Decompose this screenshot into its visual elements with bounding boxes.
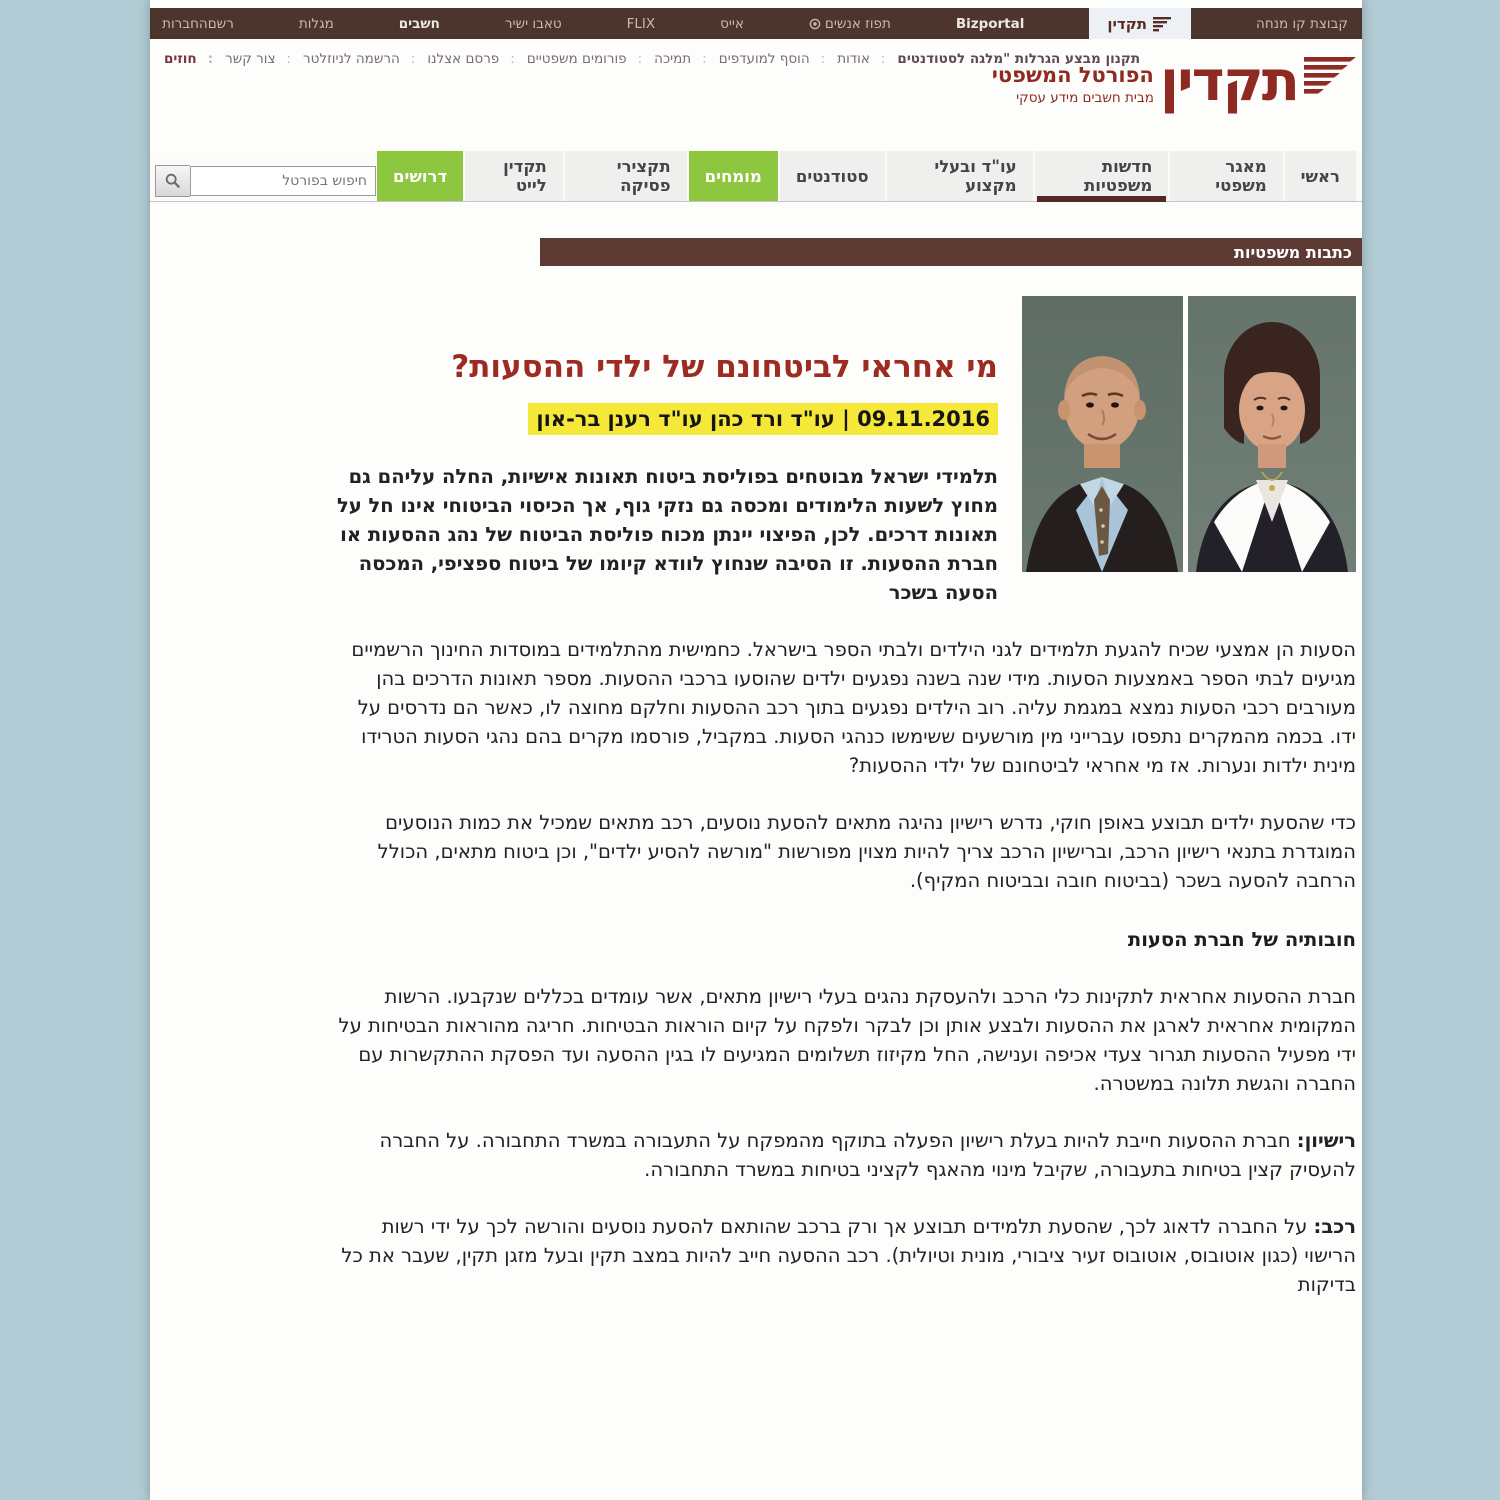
article-paragraph-2: הסעות הן אמצעי שכיח להגעת תלמידים לגני הילדים ולבתי הספר בישראל. כחמישית מהתלמידים במוסדות החינוך הרשמיים מגיעים לבתי הספר באמצעות הסעות. מידי שנה בשנה נפגעים ילדים שהוסעו ברכבי ההסעות. מספר תאונות הדרכים בהן מעורבים רכבי הסעות נמצא במגמת עליה. רוב הילדים נפגעים בתוך רכב ההסעות וחלקם מחוצה לו, כאשר הם נדרסים על ידו. בכמה מהמקרים נתפסו עברייני מין מורשעים ששימשו כנהגי הסעות. במקביל, פורסמו מקרים בהם נהגי הסעות הטרידו מינית ילדות ונערות. אז מי אחראי לביטחונם של ילדי ההסעות? (351, 637, 1356, 777)
topbar-site-flix[interactable]: FLIX (626, 15, 656, 32)
article-subheading: חובותיה של חברת הסעות (1127, 927, 1356, 951)
photo-raanan-bar-on (1022, 296, 1183, 572)
article-intro-paragraph: תלמידי ישראל מבוטחים בפוליסת ביטוח תאונות אישיות, החלה עליהם גם מחוץ לשעות הלימודים ומכסה גם נזקי גוף, אך הכיסוי הביטוחי אינו חל על תאונות דרכים. לכן, הפיצוי יינתן מכוח פוליסת הביטוח של נהג ההסעות או חברת ההסעות. זו הסיבה שנחוץ לוודא קיומו של ביטוח ספציפי, המכסה הסעה בשכר (336, 464, 998, 604)
topbar-site-tapuz[interactable] (809, 16, 891, 32)
topbar-site-tapuz-label: תפוז אנשים (824, 15, 891, 32)
tab-takdin-light[interactable]: תקדין לייט (465, 151, 563, 201)
topbar-site-hashavim[interactable]: חשבים (398, 15, 440, 32)
secnav-item-advertise[interactable]: : פרסם אצלנו (421, 51, 520, 67)
main-nav (150, 151, 1362, 202)
content-column (150, 0, 1362, 1500)
logo-tagline-primary: הפורטל המשפטי (991, 63, 1154, 87)
article-paragraph-3: כדי שהסעת ילדים תבוצע באופן חוקי, נדרש רישיון נהיגה מתאים להסעת נוסעים, רכב מתאים שמכיל את כמות הנוסעים המוגדרת בתנאי רישיון הרכב, וברישיון הרכב צריך להיות מצוין מפורשות "מורשה להסיע ילדים", וכן ביטוח מתאים, הכולל הרחבה להסעה בשכר (בביטוח חובה ובביטוח המקיף). (377, 810, 1356, 892)
secnav-item-contact[interactable]: : צור קשר (219, 51, 297, 67)
logo-taglines (992, 63, 1154, 106)
article-paragraph-vehicle (336, 1212, 1356, 1299)
logo-wordmark: תקדין (1159, 49, 1298, 114)
secnav-item-contracts[interactable]: : חוזים (158, 51, 219, 67)
paragraph-label-vehicle: רכב: (1313, 1214, 1356, 1238)
authors-photos (1022, 296, 1356, 572)
tab-students[interactable]: סטודנטים (780, 151, 885, 201)
topbar-site-company-registrar[interactable]: רשםהחברות (162, 15, 234, 32)
paragraph-text-vehicle: על החברה לדאוג לכך, שהסעת תלמידים תבוצע אך ורק ברכב שהותאם להסעת נוסעים והורשה לכך על ידי רשות הרישוי (כגון אוטובוס, אוטובוס זעיר ציבורי, מונית וטיולית). רכב ההסעה חייב להיות במצב תקין ובעל מזגן תקין, שעבר את כל בדיקות (341, 1214, 1356, 1296)
topbar-site-bizportal[interactable]: Bizportal (955, 15, 1025, 32)
tab-lawyers-professionals[interactable]: עו"ד ובעלי מקצוע (887, 151, 1033, 201)
secnav-item-about[interactable]: : אודות (831, 51, 891, 67)
logo-tagline-secondary: מבית חשבים מידע עסקי (1016, 90, 1154, 106)
article-paragraph-license (336, 1126, 1356, 1184)
header (150, 39, 1362, 151)
topbar-site-tabu[interactable]: טאבו ישיר (504, 15, 562, 32)
article (150, 266, 1362, 1299)
paragraph-text-license: חברת ההסעות חייבת להיות בעלת רישיון הפעלה בתוקף מהמפקח על התעבורה במשרד התחבורה. על החברה להעסיק קצין בטיחות בתעבורה, שקיבל מינוי מהאגף לקציני בטיחות במשרד התחבורה. (379, 1128, 1356, 1181)
tab-legal-database[interactable]: מאגר משפטי (1170, 151, 1282, 201)
tab-experts[interactable]: מומחים (689, 151, 778, 201)
article-paragraph-4: חברת ההסעות אחראית לתקינות כלי הרכב ולהעסקת נהגים בעלי רישיון מתאים, אשר עומדים בכללים שנקבעו. הרשות המקומית אחראית לארגן את ההסעות ולבצע אותן וכן לבקר ולפקח על קיום הוראות הבטיחות. חריגה מהוראות הבטיחות על ידי מפעיל ההסעות תגרור צעדי אכיפה וענישה, החל מקיזוז תשלומים המגיעים לו בגין ההסעה ועד הפסקת ההתקשרות עם החברה והגשת תלונה במשטרה. (338, 984, 1356, 1095)
network-topbar (150, 8, 1362, 39)
topbar-site-ice[interactable]: אייס (720, 15, 744, 32)
tab-legal-news[interactable]: חדשות משפטיות (1035, 151, 1169, 201)
portal-search (155, 151, 376, 201)
search-button[interactable] (155, 165, 190, 197)
topbar-active-site-takdin[interactable] (1089, 8, 1191, 39)
tab-ruling-summaries[interactable]: תקצירי פסיקה (565, 151, 687, 201)
topbar-active-site-label: תקדין (1107, 14, 1148, 33)
tab-jobs[interactable]: דרושים (377, 151, 463, 201)
section-bar-title: כתבות משפטיות (1234, 242, 1352, 262)
tab-home[interactable]: ראשי (1285, 151, 1356, 201)
search-input[interactable] (190, 166, 376, 196)
article-title: מי אחראי לביטחונם של ילדי ההסעות? (451, 349, 998, 385)
takdin-speedlines-icon (1153, 16, 1173, 32)
section-bar-legal-articles (540, 238, 1362, 266)
secnav-item-add-favorites[interactable]: : הוסף למועדפים (713, 51, 832, 67)
paragraph-label-license: רישיון: (1296, 1128, 1356, 1152)
search-icon (164, 172, 182, 190)
byline-highlight: 09.11.2016 | עו"ד ורד כהן עו"ד רענן בר-און (528, 403, 998, 435)
topbar-group-link[interactable]: קבוצת קו מנחה (1256, 15, 1348, 32)
secnav-item-raffle-terms[interactable]: תקנון מבצע הגרלות "מלגה לסטודנטים (897, 51, 1141, 67)
logo-speedlines-icon (1304, 55, 1358, 101)
photo-vered-cohen (1188, 296, 1356, 572)
secnav-item-support[interactable]: : תמיכה (648, 51, 713, 67)
tapuz-people-icon (809, 18, 821, 30)
secnav-item-newsletter-signup[interactable]: : הרשמה לניוזלטר (297, 51, 421, 67)
topbar-site-miglot[interactable]: מגלות (298, 15, 334, 32)
secnav-item-legal-forums[interactable]: : פורומים משפטיים (521, 51, 648, 67)
